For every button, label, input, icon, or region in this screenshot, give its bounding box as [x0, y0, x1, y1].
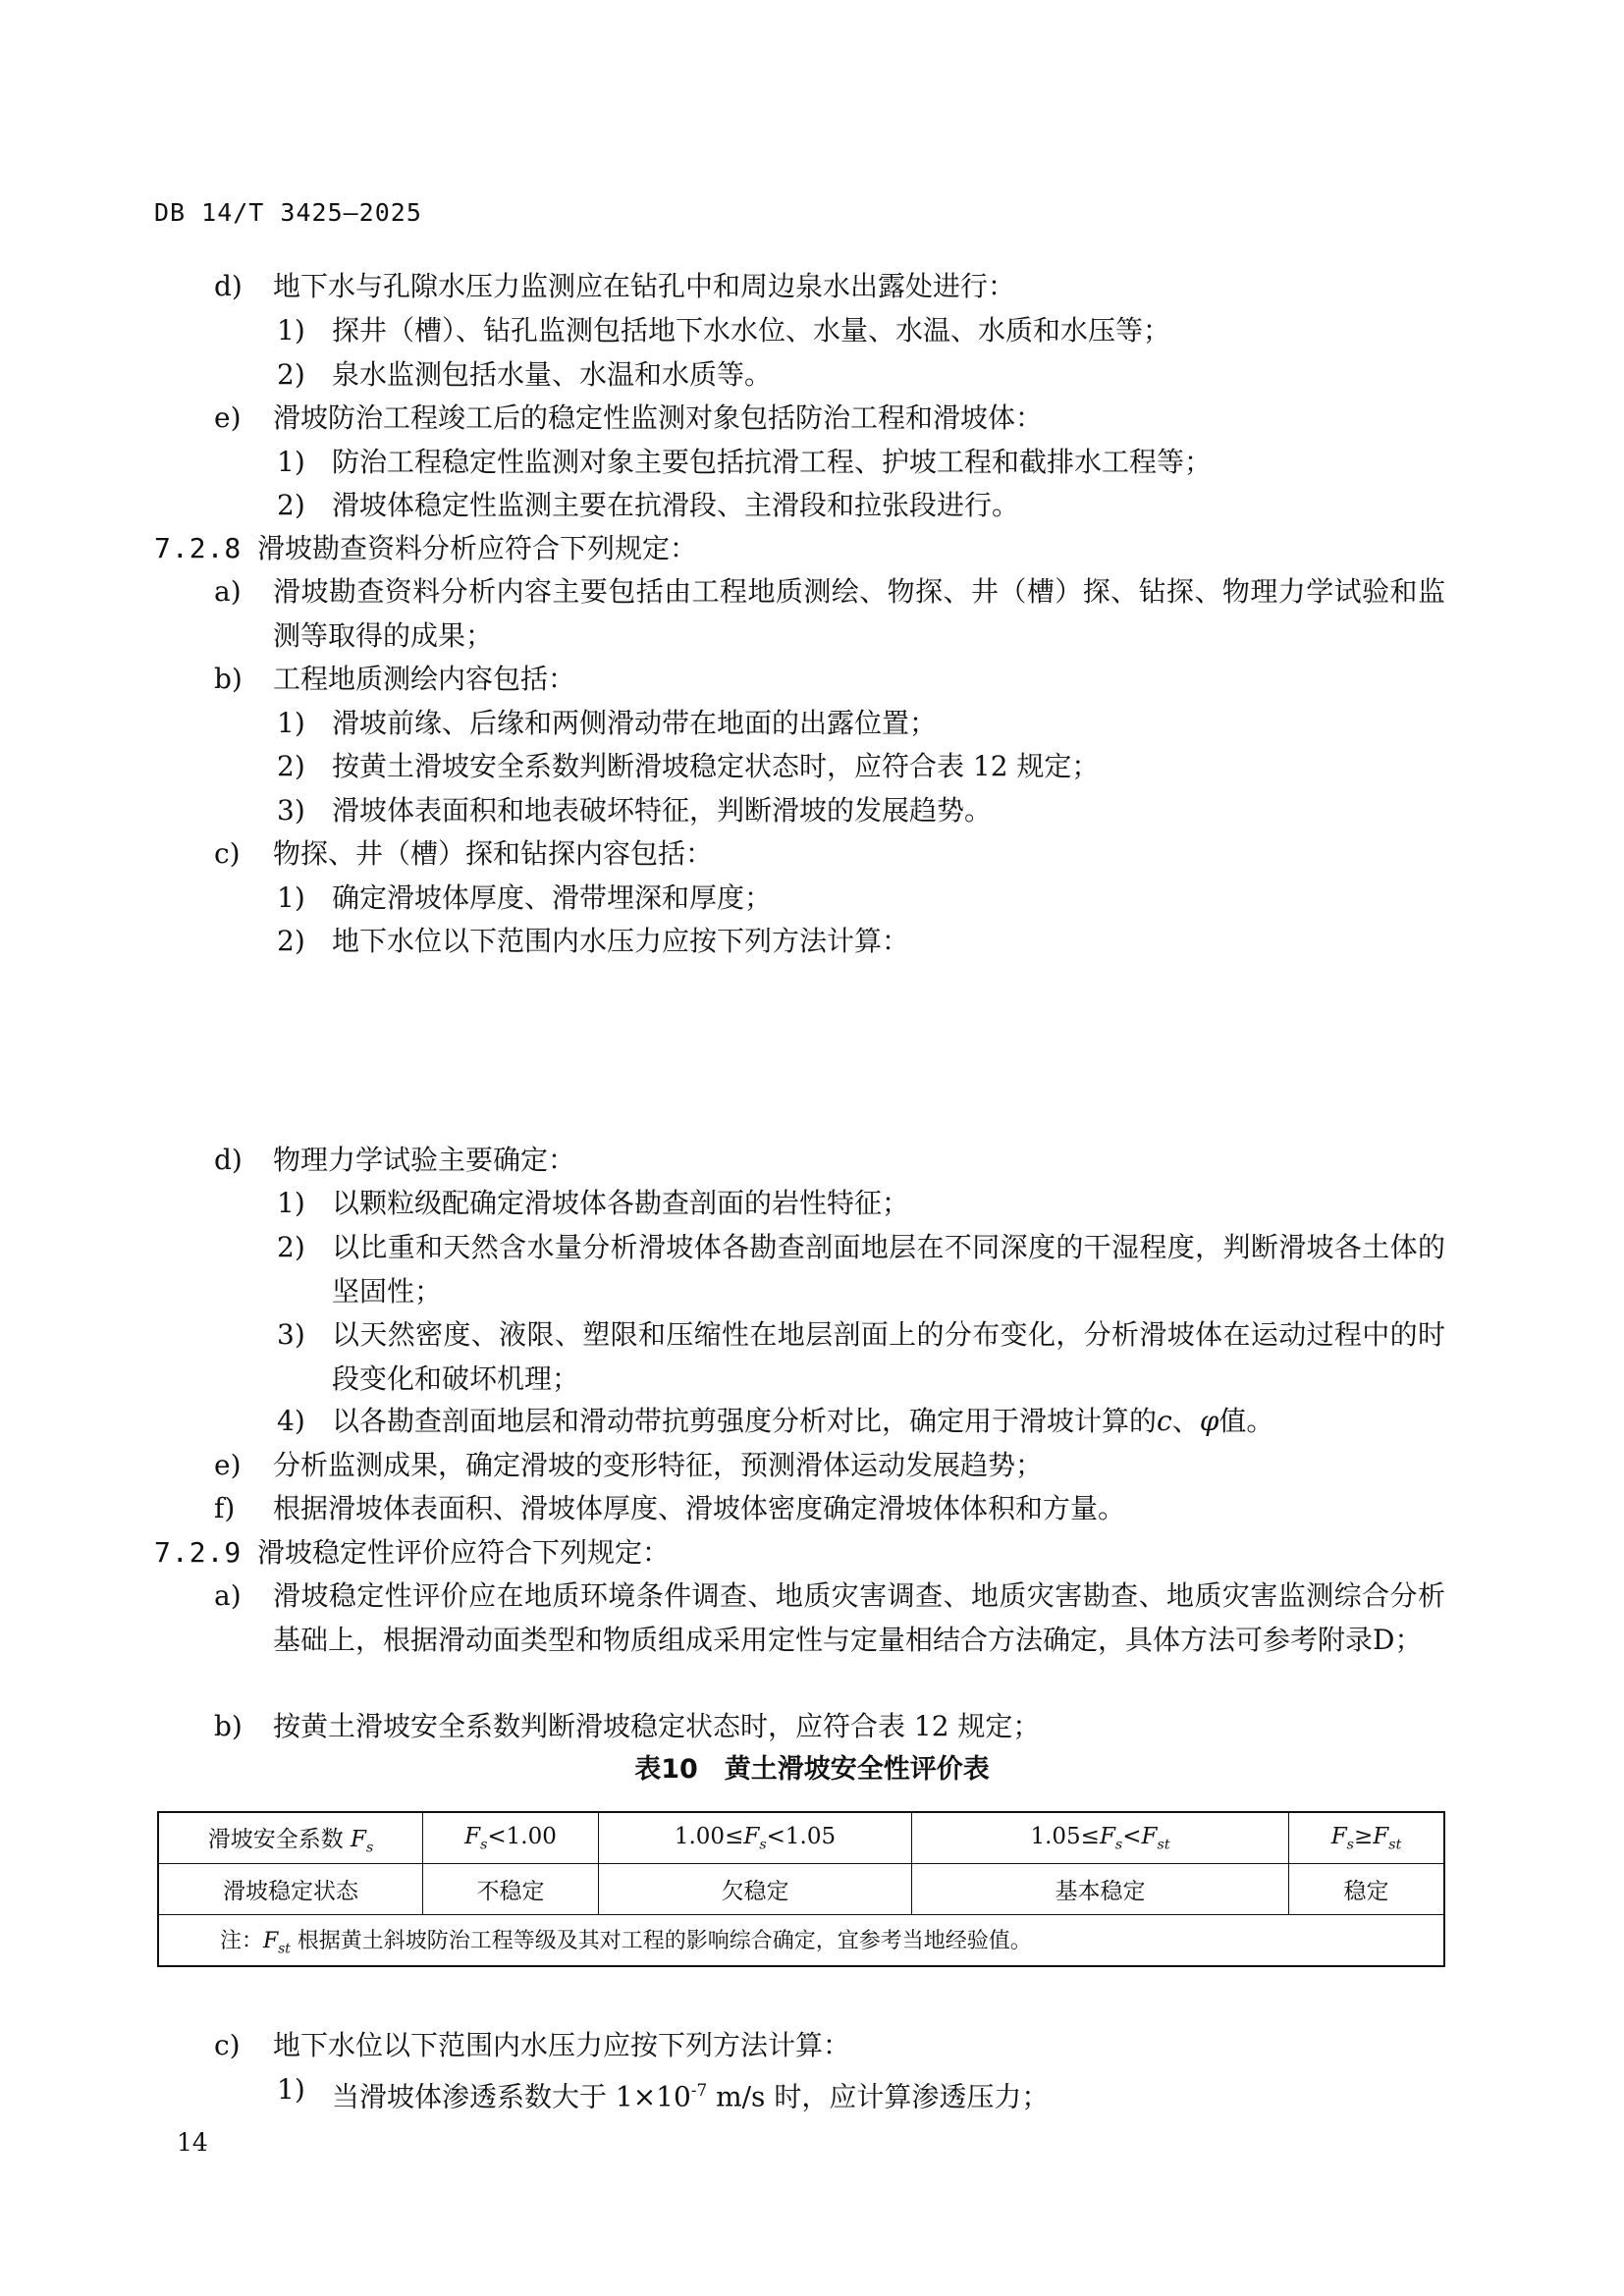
value: 1.05 [1030, 1823, 1081, 1849]
paragraph-text: 滑坡体表面积和地表破坏特征，判断滑坡的发展趋势。 [332, 794, 993, 827]
item-label: d) [214, 1144, 243, 1176]
item-label: d) [214, 270, 243, 302]
paragraph-text: 确定滑坡体厚度、滑带埋深和厚度； [332, 881, 773, 914]
paragraph-text: 地下水与孔隙水压力监测应在钻孔中和周边泉水出露处进行： [273, 270, 1016, 302]
item-label: e) [214, 401, 242, 434]
item-number: 3) [277, 794, 305, 827]
paragraph-text: 以天然密度、液限、塑限和压缩性在地层剖面上的分布变化，分析滑坡体在运动过程中的时段变化和破坏机理； [332, 1318, 1445, 1395]
page-number: 14 [177, 2128, 208, 2157]
table-cell: 基本稳定 [912, 1864, 1289, 1915]
table-cell [599, 1812, 912, 1864]
paragraph-text: 物探、井（槽）探和钻探内容包括： [273, 837, 714, 870]
item-number: 1) [277, 707, 305, 739]
symbol-f: F [464, 1823, 481, 1849]
paragraph-text: 滑坡体稳定性监测主要在抗滑段、主滑段和拉张段进行。 [332, 489, 1020, 521]
op-lt: < [487, 1823, 507, 1849]
item-label: c) [214, 2029, 241, 2061]
table-cell [158, 1812, 423, 1864]
subscript-s: s [480, 1837, 488, 1853]
subscript-s: s [1114, 1837, 1123, 1853]
paragraph-text [332, 1400, 1273, 1443]
item-label: e) [214, 1449, 242, 1481]
symbol-f: F [1330, 1823, 1347, 1849]
note-prefix: 注： [220, 1928, 264, 1953]
item-label: f) [214, 1492, 236, 1524]
table-cell [423, 1812, 599, 1864]
value: 1.00 [506, 1823, 557, 1849]
item-number: 2) [277, 925, 305, 957]
table-cell [1289, 1812, 1445, 1864]
cohesion-symbol: c [1157, 1405, 1172, 1437]
symbol-f: F [263, 1928, 279, 1953]
item-number: 2) [277, 358, 305, 391]
section-heading: 滑坡勘查资料分析应符合下列规定： [257, 532, 698, 564]
value: 1.00 [674, 1823, 726, 1849]
op-ge: ≥ [1354, 1823, 1374, 1849]
item-number: 1) [277, 1187, 305, 1219]
op-lt: < [1122, 1823, 1142, 1849]
exponent: -7 [690, 2080, 708, 2100]
item-number: 2) [277, 1231, 305, 1263]
paragraph-text: 分析监测成果，确定滑坡的变形特征，预测滑体运动发展趋势； [273, 1449, 1044, 1481]
subscript-s: s [365, 1840, 374, 1856]
item-number: 3) [277, 1318, 305, 1351]
table-row [158, 1864, 1444, 1915]
table-cell [912, 1812, 1289, 1864]
document-code: DB 14/T 3425—2025 [154, 198, 422, 227]
paragraph-text: 地下水位以下范围内水压力应按下列方法计算： [332, 925, 910, 957]
note-text: 根据黄土斜坡防治工程等级及其对工程的影响综合确定，宜参考当地经验值。 [297, 1928, 1032, 1953]
symbol-f: F [743, 1823, 760, 1849]
paragraph-text: 滑坡勘查资料分析内容主要包括由工程地质测绘、物探、井（槽）探、钻探、物理力学试验和监测等取得的成果； [273, 575, 1445, 652]
op-le: ≤ [1080, 1823, 1100, 1849]
symbol-f: F [1141, 1823, 1158, 1849]
paragraph-text: 滑坡防治工程竣工后的稳定性监测对象包括防治工程和滑坡体： [273, 401, 1044, 434]
item-label: a) [214, 1579, 242, 1612]
paragraph-text: 工程地质测绘内容包括： [273, 663, 576, 695]
paragraph-text: 按黄土滑坡安全系数判断滑坡稳定状态时，应符合表 12 规定； [332, 750, 1100, 782]
dd4-end: 值。 [1218, 1405, 1274, 1437]
table-cell: 不稳定 [423, 1864, 599, 1915]
table-note [158, 1915, 1444, 1967]
paragraph-text: 防治工程稳定性监测对象主要包括抗滑工程、护坡工程和截排水工程等； [332, 446, 1213, 478]
c21-post: m/s 时，应计算渗透压力； [707, 2080, 1050, 2113]
paragraph-text: 以颗粒级配确定滑坡体各勘查剖面的岩性特征； [332, 1187, 910, 1219]
paragraph-text: 地下水位以下范围内水压力应按下列方法计算： [273, 2029, 851, 2061]
dd4-text: 以各勘查剖面地层和滑动带抗剪强度分析对比，确定用于滑坡计算的 [332, 1405, 1158, 1437]
item-label: c) [214, 837, 241, 870]
value: 1.05 [785, 1823, 837, 1849]
subscript-st: st [1388, 1837, 1402, 1853]
item-number: 2) [277, 750, 305, 782]
table-note-row [158, 1915, 1444, 1967]
section-number: 7.2.9 [154, 1536, 243, 1569]
paragraph-text: 以比重和天然含水量分析滑坡体各勘查剖面地层在不同深度的干湿程度，判断滑坡各土体的坚固性； [332, 1231, 1445, 1308]
safety-evaluation-table [157, 1811, 1445, 1967]
row-label: 滑坡安全系数 [207, 1826, 351, 1852]
op-le: ≤ [725, 1823, 744, 1849]
item-label: a) [214, 575, 242, 608]
item-number: 1) [277, 446, 305, 478]
symbol-f: F [1373, 1823, 1389, 1849]
c21-pre: 当滑坡体渗透系数大于 1×10 [332, 2080, 691, 2113]
item-number: 2) [277, 489, 305, 521]
item-label: b) [214, 1710, 243, 1742]
item-number: 1) [277, 314, 305, 347]
table-row [158, 1812, 1444, 1864]
symbol-f: F [1099, 1823, 1115, 1849]
item-number: 1) [277, 881, 305, 914]
section-heading: 滑坡稳定性评价应符合下列规定： [257, 1536, 671, 1569]
subscript-s: s [1346, 1837, 1354, 1853]
separator: 、 [1171, 1405, 1200, 1437]
paragraph-text: 探井（槽）、钻孔监测包括地下水水位、水量、水温、水质和水压等； [332, 314, 1171, 347]
table-cell: 欠稳定 [599, 1864, 912, 1915]
table-caption: 表10 黄土滑坡安全性评价表 [634, 1754, 990, 1785]
paragraph-text: 滑坡稳定性评价应在地质环境条件调查、地质灾害调查、地质灾害勘查、地质灾害监测综合分析基础上，根据滑动面类型和物质组成采用定性与定量相结合方法确定，具体方法可参考附录D； [273, 1579, 1445, 1656]
item-number: 1) [277, 2073, 305, 2106]
table-cell: 稳定 [1289, 1864, 1445, 1915]
item-label: b) [214, 663, 243, 695]
paragraph-text: 根据滑坡体表面积、滑坡体厚度、滑坡体密度确定滑坡体体积和方量。 [273, 1492, 1126, 1524]
op-lt: < [766, 1823, 785, 1849]
symbol-f: F [351, 1826, 366, 1852]
paragraph-text: 泉水监测包括水量、水温和水质等。 [332, 358, 773, 391]
subscript-st: st [1157, 1837, 1170, 1853]
table-cell: 滑坡稳定状态 [158, 1864, 423, 1915]
paragraph-text: 按黄土滑坡安全系数判断滑坡稳定状态时，应符合表 12 规定； [273, 1710, 1041, 1742]
friction-angle-symbol: φ [1199, 1405, 1219, 1437]
subscript-st: st [278, 1941, 291, 1957]
subscript-s: s [759, 1837, 767, 1853]
paragraph-text [332, 2068, 1049, 2118]
paragraph-text: 滑坡前缘、后缘和两侧滑动带在地面的出露位置； [332, 707, 938, 739]
paragraph-text: 物理力学试验主要确定： [273, 1144, 576, 1176]
section-number: 7.2.8 [154, 532, 243, 564]
item-number: 4) [277, 1405, 305, 1437]
